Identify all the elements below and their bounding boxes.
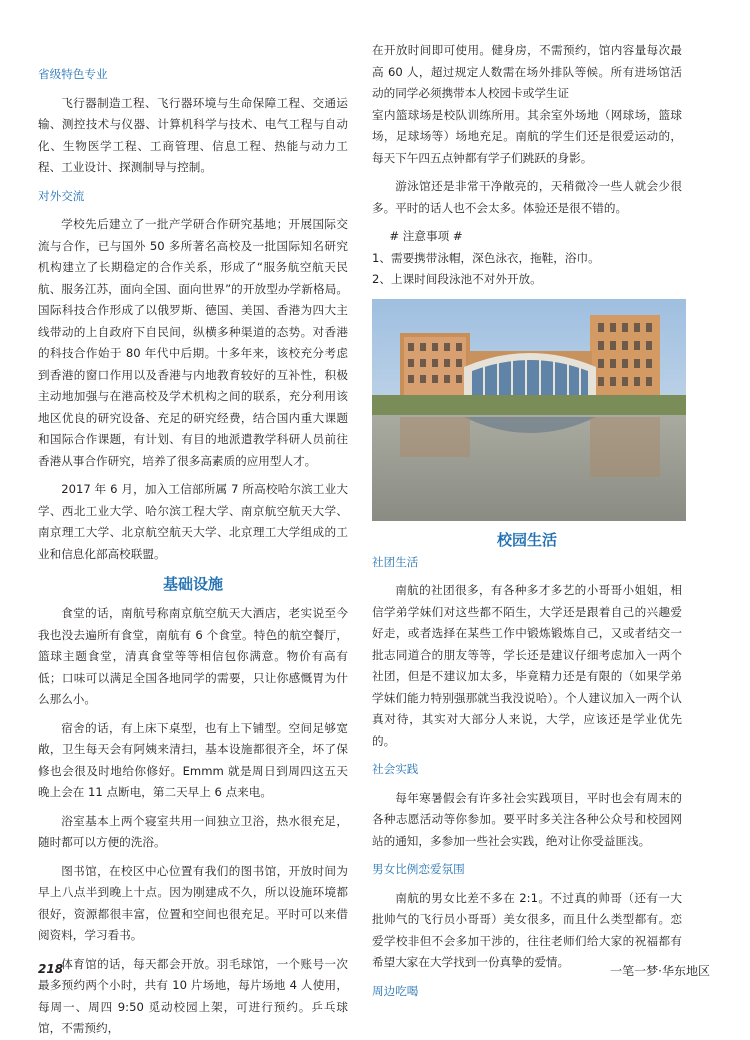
paragraph-pool: 游泳馆还是非常干净敞亮的，天稍微冷一些人就会少很多。平时的话人也不会太多。体验还是很不错的。 [372,179,682,215]
paragraph-practice: 每年寒暑假会有许多社会实践项目，平时也会有周末的各种志愿活动等你参加。要平时多关注各种公众号和校园网站的通知，多参加一些社会实践，绝对让你受益匪浅。 [372,790,682,848]
paragraph-library: 图书馆，在校区中心位置有我们的图书馆，开放时间为早上八点半到晚上十点。因为刚建成不久，所以设施环境都很好，资源都很丰富，位置和空间也很充足。平时可以来借阅资料，学习看书。 [38,863,348,942]
right-column [372,40,682,1002]
paragraph-exchange-1: 学校先后建立了一批产学研合作研究基地；开展国际交流与合作，已与国外 50 多所著名高校及一批国际知名研究机构建立了长期稳定的合作关系，形成了“服务航空航天民航、服务江苏，面向全国、面向世界”的开放型办学新格局。国际科技合作形成了以俄罗斯、德国、美国、香港为四大主线带动的上自政府下自民间，纵横多种渠道的态势。对香港的科技合作始于 80 年代中后期。十多年来，该校充分考虑到香港的窗口作用以及香港与内地教育较好的互补性，积极主动地加强与在港高校及学术机构之间的联系，充分利用该地区优良的研究设备、充足的研究经费，结合国内重大课题和国际合作课题，有计划、有目的地派遣教学科研人员前往香港从事合作研究，培养了很多高素质的应用型人才。 [38,217,348,468]
heading-exchange: 对外交流 [38,188,85,203]
heading-practice: 社会实践 [372,762,419,776]
paragraph-bath: 浴室基本上两个寝室共用一间独立卫浴，热水很充足，随时都可以方便的洗浴。 [38,813,348,849]
paragraph-major: 飞行器制造工程、飞行器环境与生命保障工程、交通运输、测控技术与仪器、计算机科学与技术、电气工程与自动化、生物医学工程、工商管理、信息工程、热能与动力工程、工业设计、探测制导与控制。 [38,95,348,174]
paragraph-ratio: 南航的男女比差不多在 2:1。不过真的帅哥（还有一大批帅气的飞行员小哥哥）美女很多，而且什么类型都有。恋爱学校非但不会多加干涉的，往往老师们给大家的祝福都有希望大家在大学找到一份真挚的爱情。 [372,890,682,969]
notes-title: # 注意事项 # [389,229,463,243]
section-title-campus-life: 校园生活 [496,530,557,549]
paragraph-court: 室内篮球场是校队训练所用。其余室外场地（网球场，篮球场，足球场等）场地充足。南航的学生们还是很爱运动的，每天下午四五点钟都有学子们跳跃的身影。 [372,107,682,165]
paragraph-gym: 体育馆的话，每天都会开放。羽毛球馆，一个账号一次最多预约两个小时，共有 10 片场地，每片场地 4 人使用，每周一、周四 9:50 觅动校园上架，可进行预约。乒乓球馆，不需预约， [38,956,348,1035]
paragraph-club: 南航的社团很多，有各种多才多艺的小哥哥小姐姐，相信学弟学妹们对这些都不陌生，大学还是跟着自己的兴趣爱好走，或者选择在某些工作中锻炼锻炼自己，又或者结交一批志同道合的朋友等等，学长还是建议仔细考虑加入一两个社团，但是不建议加太多，毕竟精力还是有限的（如果学弟学妹们能力特别强那就当我没说哈）。个人建议加入一两个认真对待，其实对大部分人来说，大学，应该还是学业优先的。 [372,583,682,748]
heading-major: 省级特色专业 [38,67,108,81]
note-item-1: 1、需要携带泳帽，深色泳衣，拖鞋，浴巾。 [372,250,600,265]
paragraph-exchange-2: 2017 年 6 月，加入工信部所属 7 所高校哈尔滨工业大学、西北工业大学、哈尔滨工程大学、南京航空航天大学、南京理工大学、北京航空航天大学、北京理工大学组成的工业和信息化部高校联盟。 [38,482,348,561]
heading-club: 社团生活 [372,554,419,569]
campus-building-illustration [372,299,686,521]
footer-title: 一笔一梦·华东地区 [610,964,710,978]
paragraph-canteen: 食堂的话，南航号称南京航空航天大酒店，老实说至今我也没去遍所有食堂，南航有 6 个食堂。特色的航空餐厅，篮球主题食堂，清真食堂等等相信包你满意。物价有高有低；口味可以满足全国各地同学的需要，只让你感慨胃为什么那么小。 [38,606,348,706]
section-title-facilities: 基础设施 [162,575,223,593]
note-item-2: 2、上课时间段泳池不对外开放。 [372,272,542,286]
paragraph-dorm: 宿舍的话，有上床下桌型，也有上下铺型。空间足够宽敞，卫生每天会有阿姨来清扫，基本设施都很齐全，坏了保修也会很及时地给你修好。Emmm 就是周日到周四这五天晚上会在 11 点断电，第二天早上 6 点来电。 [38,720,348,799]
page-number: 218 [38,962,64,976]
heading-ratio: 男女比例恋爱氛围 [372,862,465,876]
left-column [38,64,348,1040]
campus-building-photo [372,299,686,521]
paragraph-gym-continued: 在开放时间即可使用。健身房，不需预约，馆内容量每次最高 60 人，超过规定人数需在场外排队等候。所有进场馆活动的同学必须携带本人校园卡或学生证 [372,43,682,100]
heading-food: 周边吃喝 [372,983,419,998]
